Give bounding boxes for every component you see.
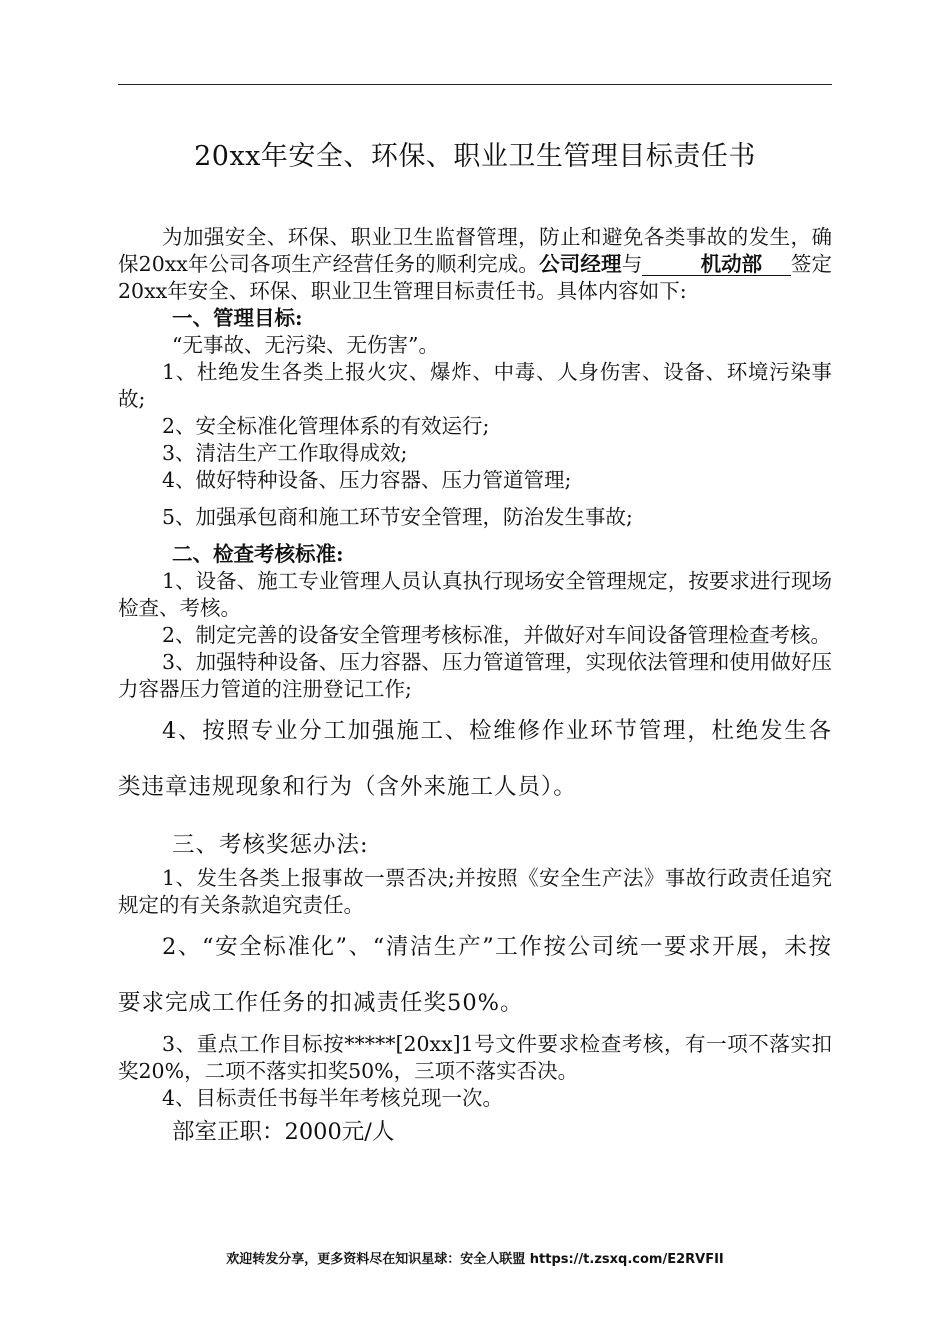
section1-item-5: 5、加强承包商和施工环节安全管理，防治发生事故; xyxy=(162,505,633,529)
section2-heading: 二、检查考核标准: xyxy=(172,542,344,566)
section1-heading: 一、管理目标: xyxy=(172,306,303,330)
section2-item-3: 3、加强特种设备、压力容器、压力管道管理，实现依法管理和使用做好压力容器压力管道的注册登记工作; xyxy=(118,650,832,701)
document-title: 20xx年安全、环保、职业卫生管理目标责任书 xyxy=(194,141,756,172)
section3-item-1: 1、发生各类上报事故一票否决;并按照《安全生产法》事故行政责任追究规定的有关条款追究责任。 xyxy=(118,866,832,917)
intro-party-2: 机动部 xyxy=(642,253,790,276)
section1-item-2: 2、安全标准化管理体系的有效运行; xyxy=(162,414,490,438)
section1-item-3: 3、清洁生产工作取得成效; xyxy=(162,441,408,465)
footer-note: 欢迎转发分享，更多资料尽在知识星球：安全人联盟 https://t.zsxq.com/E2RVFII xyxy=(226,1252,724,1267)
document-body xyxy=(118,224,832,1152)
section2-item-1: 1、设备、施工专业管理人员认真执行现场安全管理规定，按要求进行现场检查、考核。 xyxy=(118,569,832,620)
intro-conj: 与 xyxy=(621,252,643,276)
section3-item-3: 3、重点工作目标按*****[20xx]1号文件要求检查考核，有一项不落实扣奖20%，二项不落实扣奖50%，三项不落实否决。 xyxy=(118,1032,832,1083)
section1-item-1: 1、杜绝发生各类上报火灾、爆炸、中毒、人身伤害、设备、环境污染事故; xyxy=(118,360,832,411)
header-rule xyxy=(118,84,832,85)
intro-paragraph xyxy=(118,224,832,305)
intro-text-1: 为加强安全、环保、职业卫生监督管理，防止和避免各类事故的发生，确保20xx年公司各项生产经营任务的顺利完成。 xyxy=(118,225,832,276)
section1-item-4: 4、做好特种设备、压力容器、压力管道管理; xyxy=(162,468,572,492)
section3-heading: 三、考核奖惩办法: xyxy=(172,832,369,858)
intro-text-2: 签定20xx年安全、环保、职业卫生管理目标责任书。具体内容如下: xyxy=(118,252,833,303)
section3-reward: 部室正职：2000元/人 xyxy=(172,1119,395,1145)
section2-item-2: 2、制定完善的设备安全管理考核标准，并做好对车间设备管理检查考核。 xyxy=(162,623,832,647)
section3-item-2: 2、“安全标准化”、“清洁生产”工作按公司统一要求开展，未按要求完成工作任务的扣减责任奖50%。 xyxy=(118,934,832,1016)
section2-item-4: 4、按照专业分工加强施工、检维修作业环节管理，杜绝发生各类违章违规现象和行为（含外来施工人员）。 xyxy=(118,718,832,800)
section1-quote: “无事故、无污染、无伤害”。 xyxy=(172,333,439,357)
section3-item-4: 4、目标责任书每半年考核兑现一次。 xyxy=(162,1086,504,1110)
intro-party-1: 公司经理 xyxy=(539,252,622,276)
